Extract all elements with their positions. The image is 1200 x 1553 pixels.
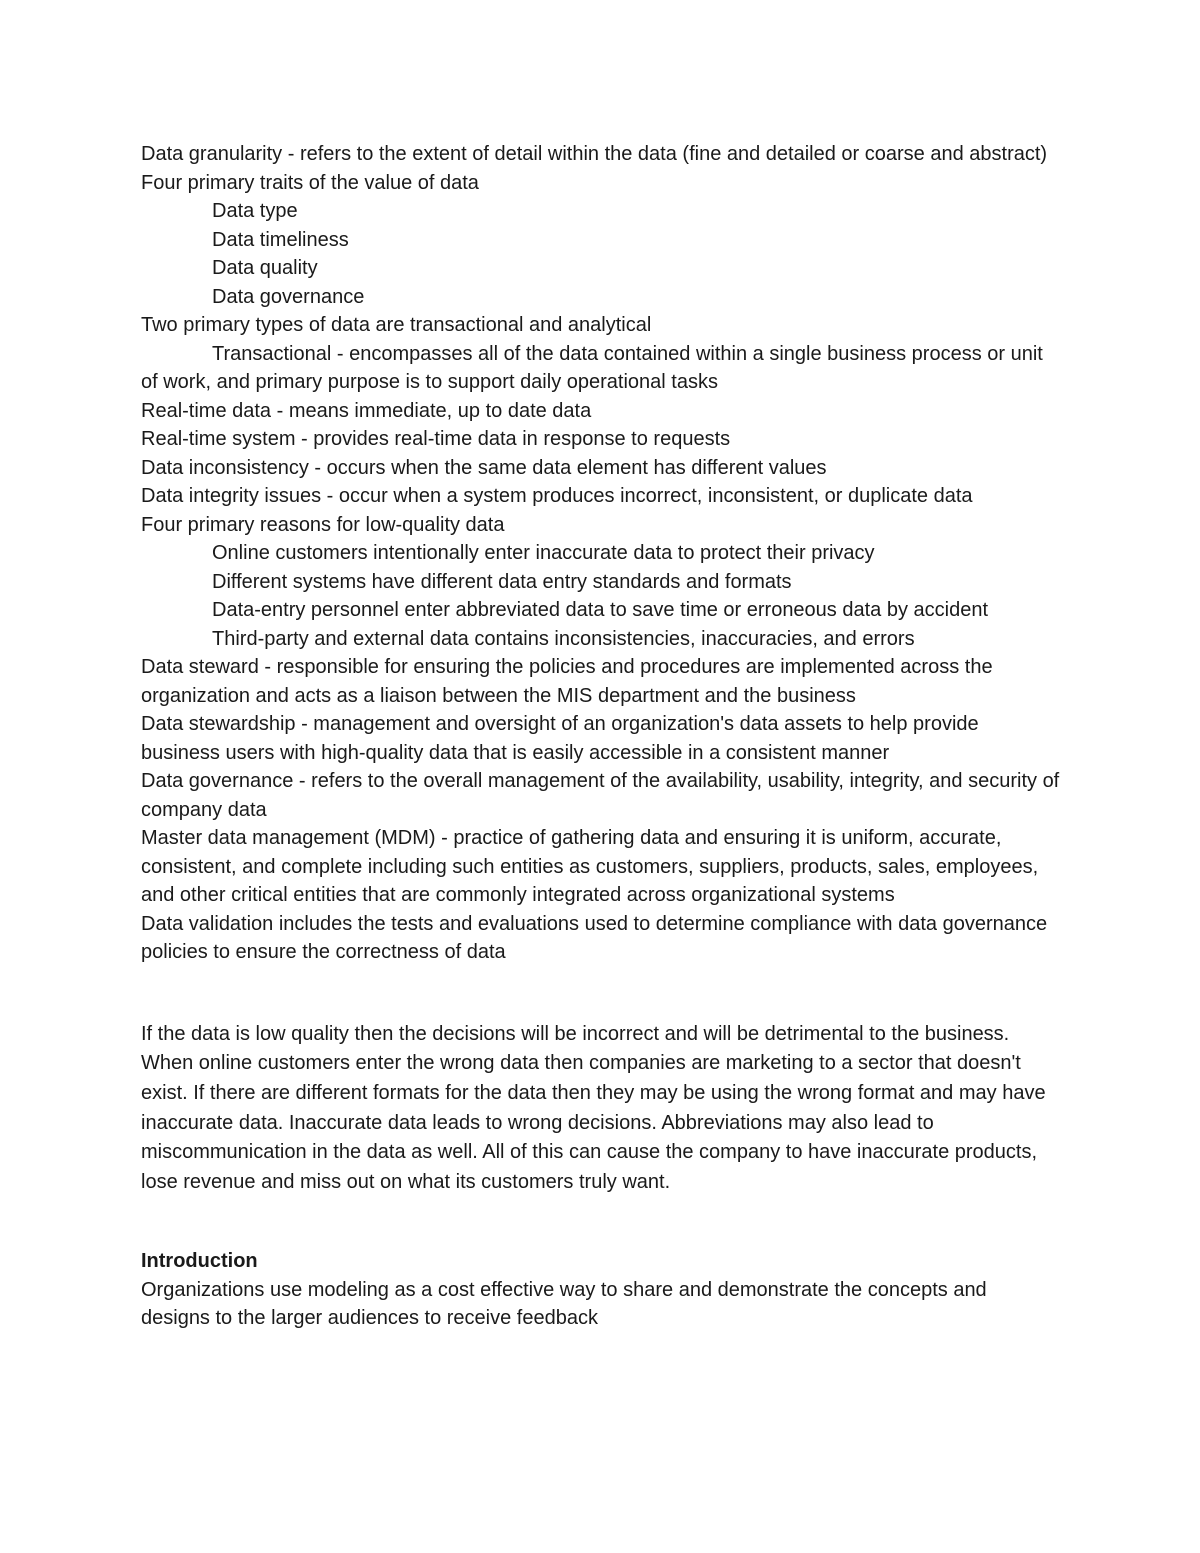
note-line: Four primary reasons for low-quality data — [141, 513, 505, 536]
introduction-heading: Introduction — [141, 1249, 258, 1272]
note-line: Data integrity issues - occur when a system produces incorrect, inconsistent, or duplicate data — [141, 485, 973, 507]
note-line: Real-time data - means immediate, up to date data — [141, 399, 592, 422]
note-subitem: Data quality — [212, 257, 318, 279]
note-subitem: Data governance — [212, 285, 365, 308]
introduction-body: Organizations use modeling as a cost effective way to share and demonstrate the concepts and designs to the larger audiences to receive feedback — [141, 1278, 987, 1330]
note-line: Data validation includes the tests and evaluations used to determine compliance with data governance policies to ensure the correctness of data — [141, 912, 1048, 963]
note-line: Data governance - refers to the overall management of the availability, usability, integrity, and security of company data — [141, 770, 1060, 821]
note-subitem: Data timeliness — [212, 228, 349, 251]
note-line: Master data management (MDM) - practice of gathering data and ensuring it is uniform, accurate, consistent, and complete including such entities as customers, suppliers, products, sales, employees, and other critical entities that are commonly integrated across organizational systems — [141, 827, 1039, 906]
note-subitem: Data-entry personnel enter abbreviated data to save time or erroneous data by accident — [212, 599, 989, 621]
note-subitem: Data type — [212, 200, 298, 222]
note-subitem: Online customers intentionally enter inaccurate data to protect their privacy — [212, 542, 875, 564]
note-line: Data inconsistency - occurs when the same data element has different values — [141, 456, 827, 479]
note-subitem: Different systems have different data entry standards and formats — [212, 570, 792, 593]
notes-list — [141, 140, 1061, 967]
note-line: Data steward - responsible for ensuring the policies and procedures are implemented across the organization and acts as a liaison between the MIS department and the business — [141, 656, 993, 707]
note-line: Data granularity - refers to the extent of detail within the data (fine and detailed or coarse and abstract) — [141, 143, 1048, 165]
note-line: Two primary types of data are transactional and analytical — [141, 314, 652, 336]
note-subitem: Third-party and external data contains inconsistencies, inaccuracies, and errors — [212, 627, 915, 650]
note-subitem: Transactional - encompasses all of the data contained within a single business process or unit of work, and primary purpose is to support daily operational tasks — [141, 342, 1043, 393]
analysis-paragraph: If the data is low quality then the decisions will be incorrect and will be detrimental to the business. When online customers enter the wrong data then companies are marketing to a sector that doesn't exist. If there are different formats for the data then they may be using the wrong format and may have inaccurate data. Inaccurate data leads to wrong decisions. Abbreviations may also lead to miscommunication in the data as well. All of this can cause the company to have inaccurate products, lose revenue and miss out on what its customers truly want. — [141, 1022, 1046, 1194]
note-line: Data stewardship - management and oversight of an organization's data assets to help provide business users with high-quality data that is easily accessible in a consistent manner — [141, 713, 979, 764]
document-page — [141, 140, 1061, 1333]
note-line: Four primary traits of the value of data — [141, 171, 479, 194]
note-line: Real-time system - provides real-time data in response to requests — [141, 428, 731, 450]
